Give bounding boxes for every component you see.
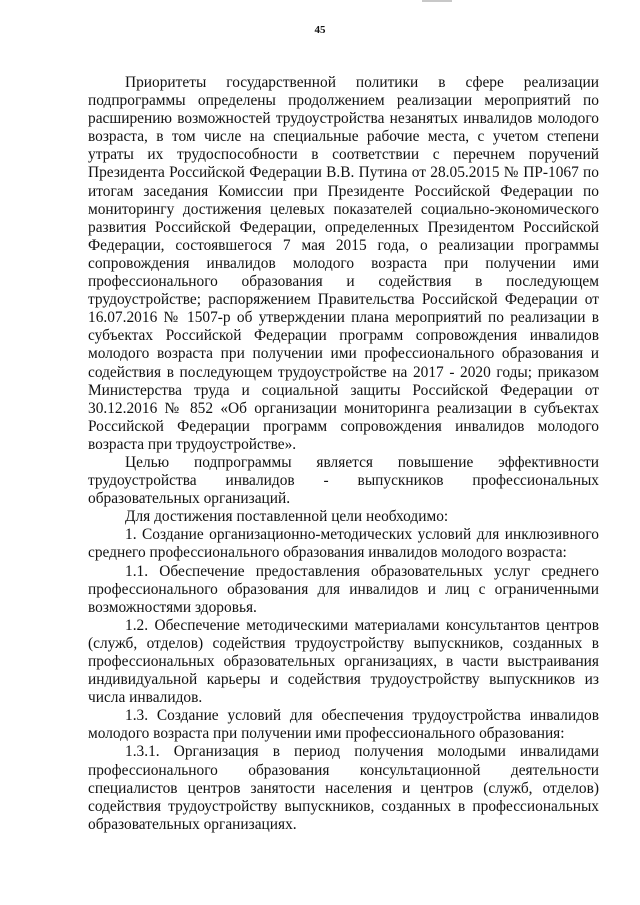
paragraph-task-1: 1. Создание организационно-методических условий для инклюзивного среднего профессионального образования инвалидов молодого возраста: — [88, 526, 599, 562]
document-body — [88, 74, 599, 834]
paragraph-task-1-3-1: 1.3.1. Организация в период получения молодыми инвалидами профессионального образования консультационной деятельности специалистов центров занятости населения и центров (служб, отделов) содействия трудоустройству выпускников, созданных в профессиональных образовательных организациях. — [88, 743, 599, 833]
paragraph-task-1-1: 1.1. Обеспечение предоставления образовательных услуг среднего профессионального образования для инвалидов и лиц с ограниченными возможностями здоровья. — [88, 562, 599, 616]
page-number: 45 — [314, 24, 326, 36]
paragraph-tasks-intro: Для достижения поставленной цели необходимо: — [125, 508, 449, 526]
scan-artifact-line — [422, 0, 452, 2]
paragraph-priorities: Приоритеты государственной политики в сфере реализации подпрограммы определены продолжением реализации мероприятий по расширению возможностей трудоустройства незанятых инвалидов молодого возраста, в том числе на специальные рабочие места, с учетом степени утраты их трудоспособности в соответствии с перечнем поручений Президента Российской Федерации В.В. Путина от 28.05.2015 № ПР-1067 по итогам заседания Комиссии при Президенте Российской Федерации по мониторингу достижения целевых показателей социально-экономического развития Российской Федерации, определенных Президентом Российской Федерации, состоявшегося 7 мая 2015 года, о реализации программы сопровождения инвалидов молодого возраста при получении ими профессионального образования и содействия в последующем трудоустройстве; распоряжением Правительства Российской Федерации от 16.07.2016 № 1507-р об утверждении плана мероприятий по реализации в субъектах Российской Федерации программ сопровождения инвалидов молодого возраста при получении ими профессионального образования и содействия в последующем трудоустройстве на 2017 - 2020 годы; приказом Министерства труда и социальной защиты Российской Федерации от 30.12.2016 № 852 «Об организации мониторинга реализации в субъектах Российской Федерации программ сопровождения инвалидов молодого возраста при трудоустройстве». — [88, 74, 599, 453]
paragraph-task-1-3: 1.3. Создание условий для обеспечения трудоустройства инвалидов молодого возраста при получении ими профессионального образования: — [88, 707, 599, 743]
paragraph-task-1-2: 1.2. Обеспечение методическими материалами консультантов центров (служб, отделов) содействия трудоустройству выпускников, созданных в профессиональных образовательных организациях, в части выстраивания индивидуальной карьеры и содействия трудоустройству выпускников из числа инвалидов. — [88, 616, 599, 707]
paragraph-goal: Целью подпрограммы является повышение эффективности трудоустройства инвалидов - выпускников профессиональных образовательных организаций. — [88, 453, 599, 508]
